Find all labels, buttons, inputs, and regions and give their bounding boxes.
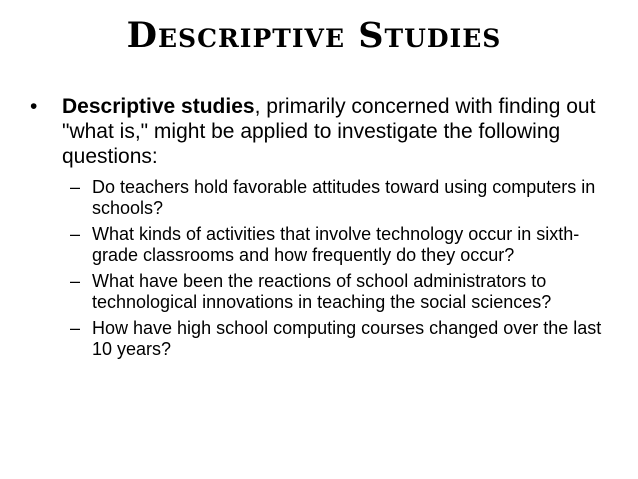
question-text: How have high school computing courses changed over the last 10 years?	[92, 318, 602, 359]
dash-icon: –	[70, 318, 81, 338]
question-list	[30, 177, 620, 360]
question-text: What have been the reactions of school administrators to technological innovations in teaching the social sciences?	[92, 271, 552, 312]
question-text: Do teachers hold favorable attitudes toward using computers in schools?	[92, 177, 596, 218]
slide-title: Descriptive Studies	[126, 15, 502, 56]
question-item	[70, 318, 620, 360]
question-text: What kinds of activities that involve technology occur in sixth-grade classrooms and how frequently do they occur?	[92, 224, 580, 265]
main-bullet-lead: Descriptive studies	[62, 95, 255, 118]
dash-icon: –	[70, 177, 81, 197]
question-item	[70, 271, 620, 313]
question-item	[70, 177, 620, 219]
main-bullet	[30, 94, 620, 169]
slide-body	[30, 94, 620, 365]
question-item	[70, 224, 620, 266]
dash-icon: –	[70, 224, 81, 244]
dash-icon: –	[70, 271, 81, 291]
bullet-icon: •	[30, 95, 38, 118]
main-bullet-text: , primarily concerned with finding out "what is," might be applied to investigate the following questions:	[62, 95, 596, 168]
